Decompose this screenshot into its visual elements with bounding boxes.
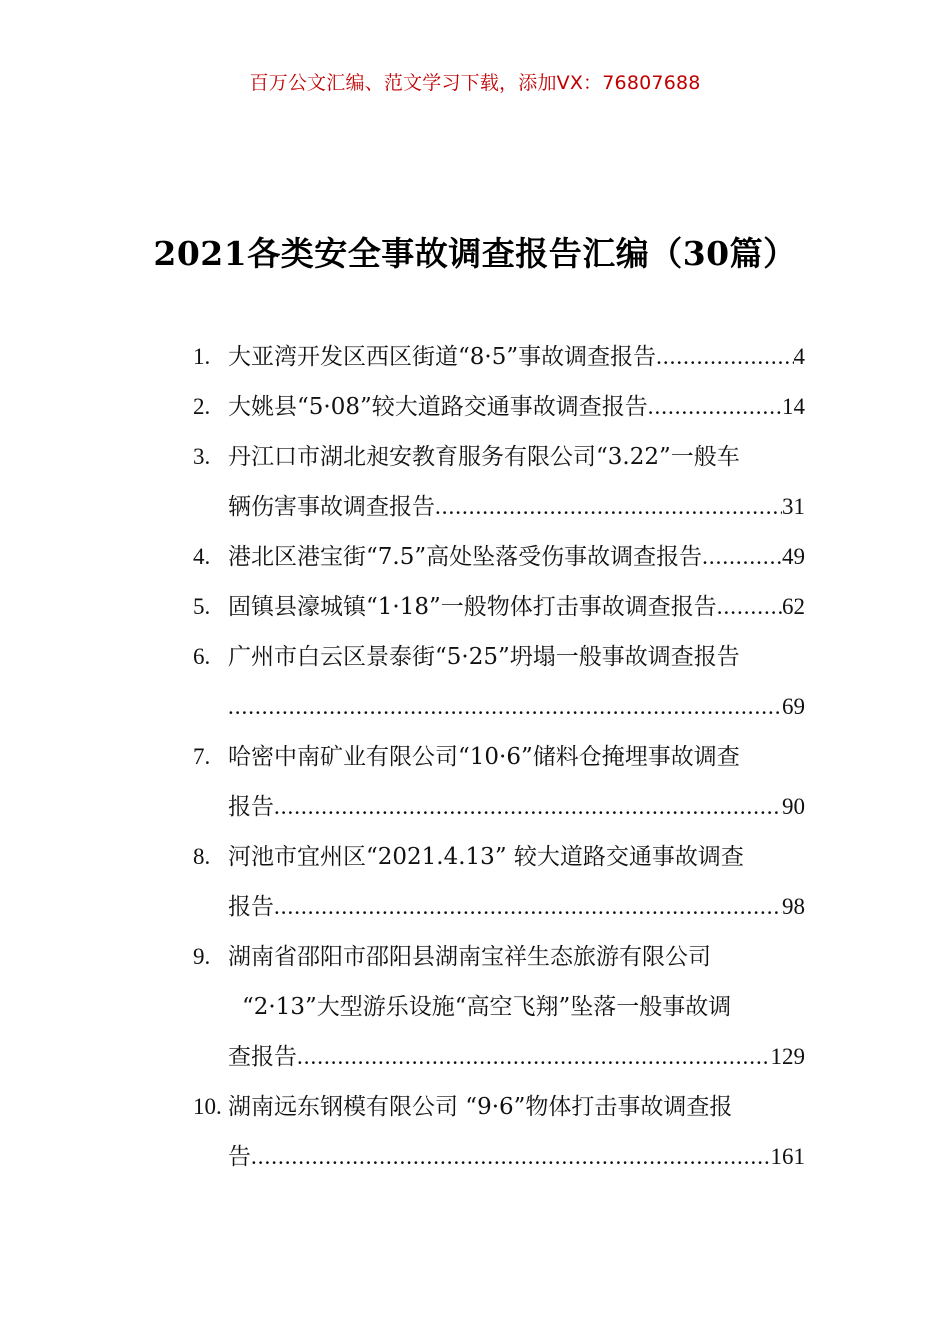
- dot-leader: [274, 882, 782, 932]
- toc-entry[interactable]: [193, 832, 805, 932]
- toc-entry-title: 报告: [228, 794, 274, 820]
- toc-entry-page: 98: [782, 894, 805, 919]
- toc-entry-last-line: [228, 1032, 805, 1082]
- toc-entry-title: 辆伤害事故调查报告: [228, 494, 435, 520]
- toc-entry-page: 69: [782, 694, 805, 719]
- toc-entry[interactable]: [193, 382, 805, 432]
- dot-leader: [251, 1132, 771, 1182]
- toc-entry-number: 1.: [193, 344, 211, 369]
- toc-entry[interactable]: [193, 332, 805, 382]
- toc-entry-number: 8.: [193, 844, 211, 869]
- toc-entry-last-line: [228, 882, 805, 932]
- dot-leader: [702, 532, 782, 582]
- toc-entry-title-line: 河池市宜州区“2021.4.13” 较大道路交通事故调查: [228, 844, 744, 870]
- toc-entry-page: 49: [782, 544, 805, 569]
- dot-leader: [717, 582, 782, 632]
- toc-entry-page: 31: [782, 494, 805, 519]
- toc-entry-page: 4: [793, 344, 805, 369]
- toc-entry-last-line: [228, 782, 805, 832]
- toc-entry[interactable]: [193, 732, 805, 832]
- dot-leader: [656, 332, 793, 382]
- toc-entry-last-line: [228, 332, 805, 382]
- toc-entry-title-line: 广州市白云区景泰街“5·25”坍塌一般事故调查报告: [228, 644, 740, 670]
- toc-entry-title: 告: [228, 1144, 251, 1170]
- toc-entry[interactable]: [193, 1082, 805, 1182]
- header-note: 百万公文汇编、范文学习下载，添加VX：76807688: [249, 72, 701, 94]
- toc-entry-number: 10.: [193, 1094, 222, 1119]
- toc-entry-number: 9.: [193, 944, 211, 969]
- toc-entry-page: 14: [782, 394, 805, 419]
- toc-entry-number: 6.: [193, 644, 211, 669]
- toc-entry-title-line: 湖南省邵阳市邵阳县湖南宝祥生态旅游有限公司: [228, 944, 711, 970]
- toc-entry-number: 3.: [193, 444, 211, 469]
- toc-entry[interactable]: [193, 432, 805, 532]
- toc-entry-last-line: [228, 482, 805, 532]
- dot-leader: [648, 382, 782, 432]
- dot-leader: [297, 1032, 771, 1082]
- toc-entry[interactable]: [193, 932, 805, 1082]
- toc-entry-last-line: [228, 532, 805, 582]
- toc-entry-page: 161: [770, 1144, 805, 1169]
- toc-entry[interactable]: [193, 582, 805, 632]
- toc-entry-number: 2.: [193, 394, 211, 419]
- toc-entry-title: 大亚湾开发区西区街道“8·5”事故调查报告: [228, 344, 657, 370]
- toc-entry-title: 大姚县“5·08”较大道路交通事故调查报告: [228, 394, 648, 420]
- toc-entry[interactable]: [193, 532, 805, 582]
- toc-entry-page: 62: [782, 594, 805, 619]
- toc-entry-last-line: [228, 1132, 805, 1182]
- dot-leader: [435, 482, 782, 532]
- toc-entry-title-line: 哈密中南矿业有限公司“10·6”储料仓掩埋事故调查: [228, 744, 740, 770]
- toc-entry-last-line: [228, 382, 805, 432]
- table-of-contents: [193, 332, 805, 1182]
- toc-entry-number: 5.: [193, 594, 211, 619]
- toc-entry-title: 报告: [228, 894, 274, 920]
- toc-entry-title: 固镇县濠城镇“1·18”一般物体打击事故调查报告: [228, 594, 717, 620]
- document-title: 2021各类安全事故调查报告汇编（30篇）: [153, 234, 797, 273]
- toc-entry-number: 7.: [193, 744, 211, 769]
- toc-entry-title-line: 湖南远东钢模有限公司 “9·6”物体打击事故调查报: [228, 1094, 733, 1120]
- toc-entry-title-line: “2·13”大型游乐设施“高空飞翔”坠落一般事故调: [242, 994, 732, 1020]
- toc-entry-title-line: 丹江口市湖北昶安教育服务有限公司“3.22”一般车: [228, 444, 740, 470]
- toc-entry-title: 港北区港宝街“7.5”高处坠落受伤事故调查报告: [228, 544, 703, 570]
- dot-leader: [274, 782, 782, 832]
- toc-entry-title: 查报告: [228, 1044, 297, 1070]
- toc-entry[interactable]: [193, 632, 805, 732]
- toc-entry-last-line: [228, 582, 805, 632]
- toc-entry-page: 90: [782, 794, 805, 819]
- toc-entry-last-line: [228, 682, 805, 732]
- toc-entry-page: 129: [770, 1044, 805, 1069]
- toc-entry-number: 4.: [193, 544, 211, 569]
- dot-leader: [228, 682, 782, 732]
